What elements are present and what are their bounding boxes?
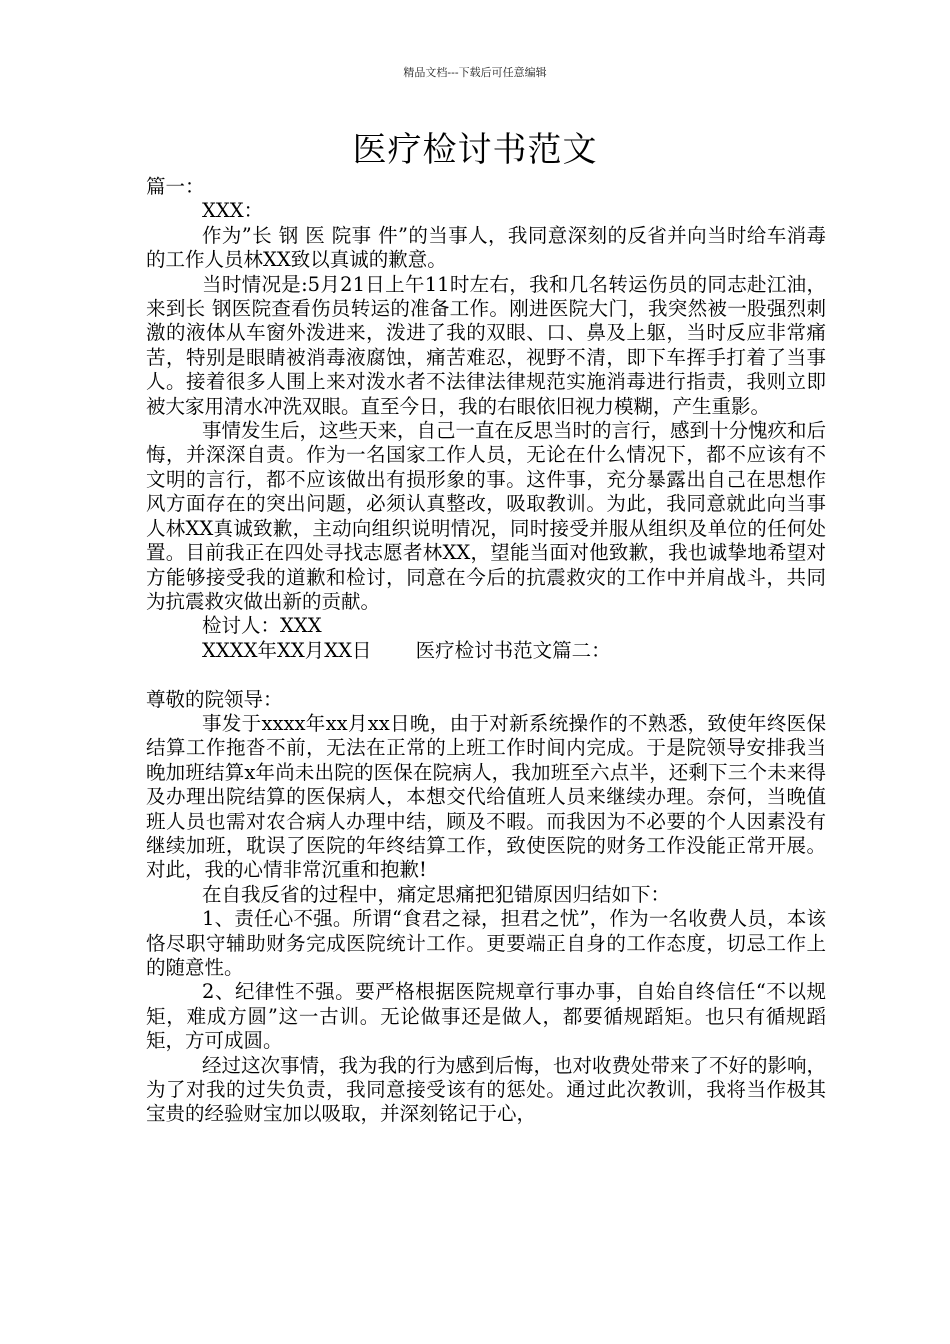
date-line (146, 639, 826, 663)
paragraph: 当时情况是:5月21日上午11时左右，我和几名转运伤员的同志赴江油，来到长 钢医院查看伤员转运的准备工作。刚进医院大门，我突然被一股强烈刺激的液体从车窗外泼进来，泼进了我的双眼、口、鼻及上躯，当时反应非常痛苦，特别是眼睛被消毒液腐蚀，痛苦难忍，视野不清，即下车挥手打着了当事人。接着很多人围上来对泼水者不法律法律规范实施消毒进行指责，我则立即被大家用清水冲洗双眼。直至今日，我的右眼依旧视力模糊，产生重影。 (146, 272, 826, 418)
part2-heading: 医疗检讨书范文篇二： (415, 638, 611, 662)
paragraph: 在自我反省的过程中，痛定思痛把犯错原因归结如下： (202, 882, 671, 906)
document-title: 医疗检讨书范文 (352, 130, 598, 170)
signature: 检讨人：XXX (202, 614, 322, 638)
paragraph: 作为”长 钢 医 院事 件”的当事人，我同意深刻的反省并向当时给车消毒的工作人员林XX致以真诚的歉意。 (146, 223, 826, 272)
salutation: 尊敬的院领导： (146, 687, 283, 711)
blank-line (146, 663, 826, 687)
watermark-text: 精品文档---下载后可任意编辑 (403, 66, 547, 79)
document-body (146, 175, 826, 1127)
part1-heading: 篇一： (146, 175, 205, 198)
paragraph: 1、责任心不强。所谓“食君之禄，担君之忧”，作为一名收费人员，本该恪尽职守辅助财务完成医院统计工作。更要端正自身的工作态度，切忌工作上的随意性。 (146, 907, 826, 979)
paragraph: 2、纪律性不强。要严格根据医院规章行事办事，自始自终信任“不以规矩，难成方圆”这一古训。无论做事还是做人，都要循规蹈矩。也只有循规蹈矩，方可成圆。 (146, 980, 826, 1053)
addressee: XXX： (202, 199, 264, 223)
paragraph: 事情发生后，这些天来，自己一直在反思当时的言行，感到十分愧疚和后悔，并深深自责。作为一名国家工作人员，无论在什么情况下，都不应该有不文明的言行，都不应该做出有损形象的事。这件事，充分暴露出自己在思想作风方面存在的突出问题，必须认真整改，吸取教训。为此，我同意就此向当事人林XX真诚致歉，主动向组织说明情况，同时接受并服从组织及单位的任何处置。目前我正在四处寻找志愿者林XX，望能当面对他致歉，我也诚挚地希望对方能够接受我的道歉和检讨，同意在今后的抗震救灾的工作中并肩战斗，共同为抗震救灾做出新的贡献。 (146, 419, 827, 613)
paragraph: 经过这次事情，我为我的行为感到后悔，也对收费处带来了不好的影响，为了对我的过失负责，我同意接受该有的惩处。通过此次教训，我将当作极其宝贵的经验财宝加以吸取，并深刻铭记于心， (146, 1053, 827, 1126)
date: XXXX年XX月XX日 (202, 638, 372, 662)
paragraph: 事发于xxxx年xx月xx日晚，由于对新系统操作的不熟悉，致使年终医保结算工作拖沓不前，无法在正常的上班工作时间内完成。于是院领导安排我当晚加班结算x年尚未出院的医保在院病人，我加班至六点半，还剩下三个未来得及办理出院结算的医保病人，本想交代给值班人员来继续办理。奈何，当晚值班人员也需对农合病人办理中结，顾及不暇。而我因为不必要的个人因素没有继续加班，耽误了医院的年终结算工作，致使医院的财务工作没能正常开展。对此，我的心情非常沉重和抱歉! (146, 711, 826, 882)
